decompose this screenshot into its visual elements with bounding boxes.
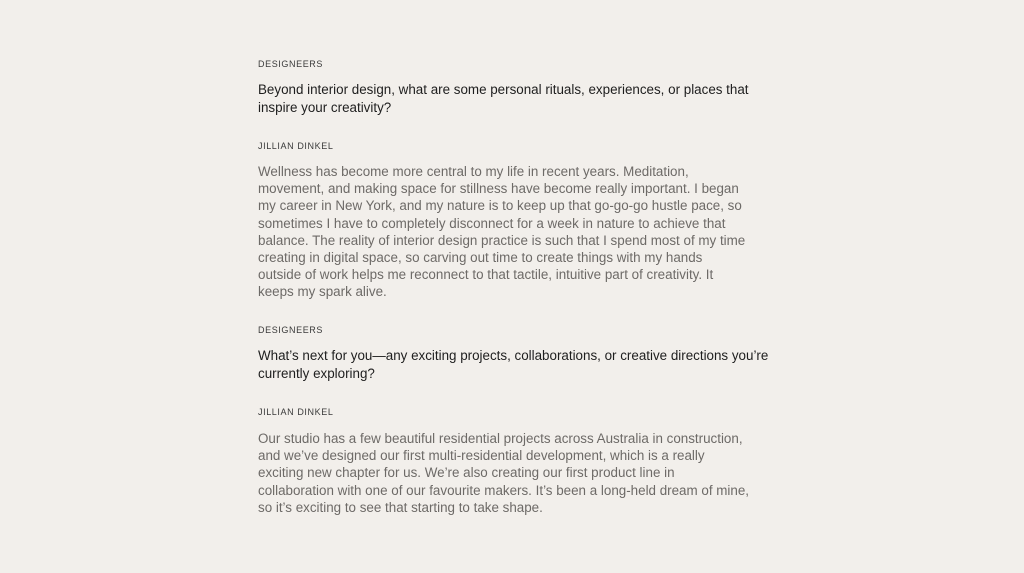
answer-line: creating in digital space, so carving out time to create things with my hands <box>258 250 703 266</box>
respondent-label: JILLIAN DINKEL <box>258 141 334 151</box>
answer-line: keeps my spark alive. <box>258 284 387 300</box>
answer-line: collaboration with one of our favourite makers. It’s been a long-held dream of mine, <box>258 482 750 498</box>
answer-line: so it’s exciting to see that starting to take shape. <box>258 499 543 515</box>
answer-line: my career in New York, and my nature is to keep up that go-go-go hustle pace, so <box>258 198 742 214</box>
answer-line: balance. The reality of interior design practice is such that I spend most of my time <box>258 232 746 248</box>
answer-text <box>258 430 778 516</box>
question-text: Beyond interior design, what are some personal rituals, experiences, or places that inspire your creativity? <box>258 82 749 115</box>
interviewer-label: DESIGNEERS <box>258 59 324 69</box>
question-text: What’s next for you—any exciting projects, collaborations, or creative directions you’re currently exploring? <box>258 348 769 381</box>
answer-line: outside of work helps me reconnect to that tactile, intuitive part of creativity. It <box>258 267 714 283</box>
answer-line: exciting new chapter for us. We’re also creating our first product line in <box>258 465 675 481</box>
answer-line: Our studio has a few beautiful residential projects across Australia in construction, <box>258 431 743 446</box>
answer-text <box>258 163 778 301</box>
answer-line: sometimes I have to completely disconnect for a week in nature to achieve that <box>258 215 726 231</box>
answer-line: Wellness has become more central to my life in recent years. Meditation, <box>258 164 689 179</box>
respondent-label: JILLIAN DINKEL <box>258 407 334 417</box>
answer-line: movement, and making space for stillness have become really important. I began <box>258 181 739 197</box>
interviewer-label: DESIGNEERS <box>258 325 324 335</box>
answer-line: and we’ve designed our first multi-residential development, which is a really <box>258 448 705 464</box>
